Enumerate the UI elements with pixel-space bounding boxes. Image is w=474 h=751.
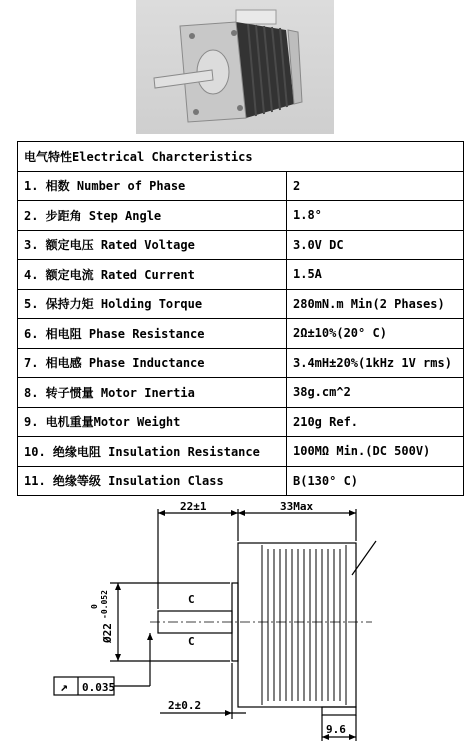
table-row xyxy=(18,407,464,437)
dim-diameter: Ø22 xyxy=(101,623,114,643)
label-c-bottom: C xyxy=(188,635,195,648)
spec-label: 11. 绝缘等级 Insulation Class xyxy=(18,466,287,496)
table-header: 电气特性Electrical Charcteristics xyxy=(18,142,464,172)
runout-icon: ↗ xyxy=(60,680,68,695)
spec-value: 280mN.m Min(2 Phases) xyxy=(287,289,464,319)
spec-label: 10. 绝缘电阻 Insulation Resistance xyxy=(18,437,287,467)
table-row xyxy=(18,319,464,349)
spec-label: 5. 保持力矩 Holding Torque xyxy=(18,289,287,319)
spec-value: 3.0V DC xyxy=(287,230,464,260)
screw-hole-shape xyxy=(189,33,195,39)
dim-diameter-tol-lower: -0.052 xyxy=(100,590,109,619)
connector-shape xyxy=(236,10,276,24)
spec-value: 3.4mH±20%(1kHz 1V rms) xyxy=(287,348,464,378)
spec-label: 7. 相电感 Phase Inductance xyxy=(18,348,287,378)
spec-value: 210g Ref. xyxy=(287,407,464,437)
product-photo xyxy=(136,0,334,134)
table-row xyxy=(18,378,464,408)
spec-value: 100MΩ Min.(DC 500V) xyxy=(287,437,464,467)
spec-value: 1.8° xyxy=(287,201,464,231)
spec-value: 1.5A xyxy=(287,260,464,290)
runout-value: 0.035 xyxy=(82,681,116,694)
screw-hole-shape xyxy=(193,109,199,115)
connector-outline xyxy=(322,707,356,715)
table-row xyxy=(18,289,464,319)
screw-hole-shape xyxy=(237,105,243,111)
spec-label: 9. 电机重量Motor Weight xyxy=(18,407,287,437)
dim-shaft-length: 22±1 xyxy=(180,500,207,513)
spec-label: 1. 相数 Number of Phase xyxy=(18,171,287,201)
motor-body-outline xyxy=(238,543,356,707)
spec-label: 4. 额定电流 Rated Current xyxy=(18,260,287,290)
stepper-motor-image xyxy=(136,0,334,134)
table-row xyxy=(18,260,464,290)
table-row xyxy=(18,437,464,467)
table-row xyxy=(18,466,464,496)
spec-value: 38g.cm^2 xyxy=(287,378,464,408)
spec-value: 2 xyxy=(287,171,464,201)
spec-label: 6. 相电阻 Phase Resistance xyxy=(18,319,287,349)
table-header-row xyxy=(18,142,464,172)
body-fin-lines xyxy=(262,545,346,705)
table-row xyxy=(18,201,464,231)
screw-hole-shape xyxy=(231,30,237,36)
spec-value: 2Ω±10%(20° C) xyxy=(287,319,464,349)
table-row xyxy=(18,348,464,378)
dimension-drawing xyxy=(0,497,474,751)
spec-value: B(130° C) xyxy=(287,466,464,496)
table-row xyxy=(18,171,464,201)
dim-body-length: 33Max xyxy=(280,500,314,513)
spec-label: 8. 转子惯量 Motor Inertia xyxy=(18,378,287,408)
dim-flange: 2±0.2 xyxy=(168,699,202,712)
table-row xyxy=(18,230,464,260)
spec-label: 3. 额定电压 Rated Voltage xyxy=(18,230,287,260)
electrical-spec-table xyxy=(17,141,464,496)
spec-label: 2. 步距角 Step Angle xyxy=(18,201,287,231)
dim-diameter-tol-upper: 0 xyxy=(90,604,99,609)
label-c-top: C xyxy=(188,593,195,606)
dim-connector: 9.6 xyxy=(326,723,346,736)
